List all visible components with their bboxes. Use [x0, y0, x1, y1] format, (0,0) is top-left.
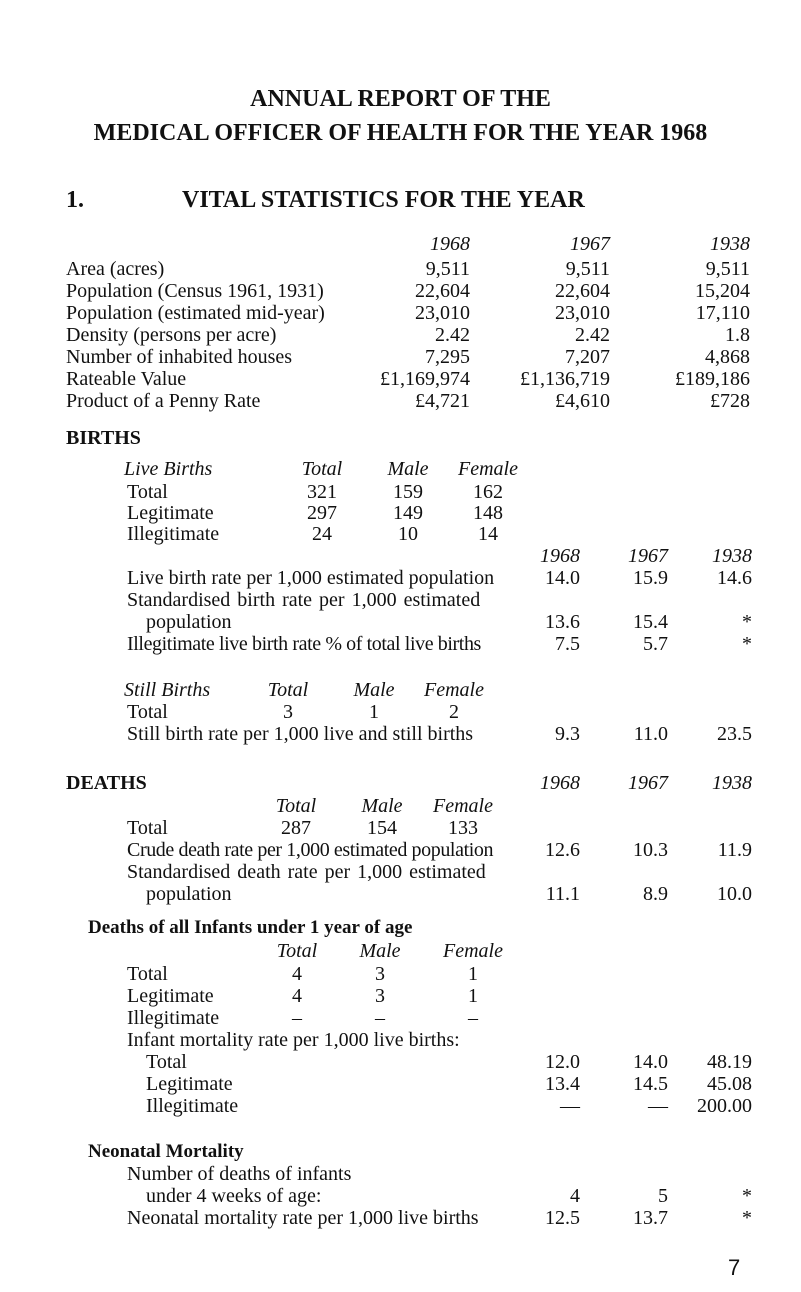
- cell-total: 4: [292, 985, 302, 1007]
- row-label: Illegitimate: [127, 523, 220, 545]
- infant-mortality-label: Infant mortality rate per 1,000 live births:: [127, 1029, 460, 1051]
- row-label: Total: [127, 481, 168, 503]
- cell-1968: 11.1: [545, 883, 580, 905]
- cell-total: 321: [307, 481, 337, 503]
- year-header-1967: 1967: [628, 772, 668, 794]
- cell-1938: £728: [710, 390, 750, 412]
- cell-1967: 14.5: [633, 1073, 668, 1095]
- year-header-1968: 1968: [540, 545, 580, 567]
- col-male: Male: [361, 795, 403, 817]
- col-male: Male: [387, 458, 429, 480]
- cell-male: –: [375, 1007, 385, 1029]
- cell-1967: 5.7: [643, 633, 668, 655]
- cell-1967: 8.9: [643, 883, 668, 905]
- cell-1967: 10.3: [633, 839, 668, 861]
- cell-1967: 13.7: [633, 1207, 668, 1229]
- cell-total: 287: [281, 817, 311, 839]
- cell-total: 3: [283, 701, 293, 723]
- cell-1967: 14.0: [633, 1051, 668, 1073]
- std-death-rate-label: Standardised death rate per 1,000 estimated: [127, 861, 486, 883]
- cell-1968: 12.6: [545, 839, 580, 861]
- cell-male: 1: [369, 701, 379, 723]
- cell-female: 14: [478, 523, 498, 545]
- cell-male: 3: [375, 985, 385, 1007]
- live-births-header: Live Births: [124, 458, 213, 480]
- deaths-heading: DEATHS: [66, 772, 147, 794]
- section-title: VITAL STATISTICS FOR THE YEAR: [182, 187, 585, 213]
- row-label: Density (persons per acre): [66, 324, 277, 346]
- col-total: Total: [275, 795, 317, 817]
- cell-male: 159: [393, 481, 423, 503]
- cell-1968: 9,511: [425, 258, 470, 280]
- col-female: Female: [443, 940, 503, 962]
- cell-1938: *: [742, 1207, 752, 1229]
- row-label: Legitimate: [146, 1073, 233, 1095]
- row-label: Rateable Value: [66, 368, 187, 390]
- cell-1938: £189,186: [675, 368, 750, 390]
- cell-1938: 10.0: [717, 883, 752, 905]
- year-header-1938: 1938: [712, 772, 752, 794]
- cell-female: 1: [468, 985, 478, 1007]
- row-label: Legitimate: [127, 985, 214, 1007]
- cell-male: 154: [367, 817, 397, 839]
- page-number: 7: [728, 1255, 741, 1280]
- cell-1967: 23,010: [555, 302, 610, 324]
- cell-1968: 2.42: [435, 324, 470, 346]
- row-label: Crude death rate per 1,000 estimated population: [127, 839, 494, 861]
- still-births-header: Still Births: [124, 679, 211, 701]
- cell-1968: 12.5: [545, 1207, 580, 1229]
- cell-1938: 4,868: [705, 346, 750, 368]
- cell-1968: 7.5: [555, 633, 580, 655]
- cell-1968: 13.6: [545, 611, 580, 633]
- cell-1938: *: [742, 1185, 752, 1207]
- section-number: 1.: [66, 187, 84, 213]
- births-heading: BIRTHS: [66, 427, 141, 449]
- cell-1968: 12.0: [545, 1051, 580, 1073]
- year-header-1967: 1967: [628, 545, 668, 567]
- col-male: Male: [353, 679, 395, 701]
- row-label: Illegitimate live birth rate % of total live births: [127, 633, 481, 655]
- cell-male: 149: [393, 502, 423, 524]
- col-male: Male: [359, 940, 401, 962]
- cell-1967: 5: [658, 1185, 668, 1207]
- col-total: Total: [267, 679, 309, 701]
- cell-1967: 15.4: [633, 611, 668, 633]
- cell-female: 148: [473, 502, 503, 524]
- col-total: Total: [276, 940, 318, 962]
- cell-1938: 11.9: [717, 839, 752, 861]
- row-label: under 4 weeks of age:: [146, 1185, 322, 1207]
- cell-1967: £1,136,719: [520, 368, 610, 390]
- col-total: Total: [301, 458, 343, 480]
- cell-1968: 9.3: [555, 723, 580, 745]
- year-header-1968: 1968: [430, 233, 470, 255]
- row-label: population: [146, 883, 232, 905]
- cell-1967: 7,207: [565, 346, 610, 368]
- cell-1938: 45.08: [707, 1073, 752, 1095]
- neonatal-deaths-label: Number of deaths of infants: [127, 1163, 352, 1185]
- cell-1967: £4,610: [555, 390, 610, 412]
- cell-1968: 22,604: [415, 280, 470, 302]
- cell-1938: *: [742, 633, 752, 655]
- row-label: Total: [127, 817, 168, 839]
- cell-1938: 23.5: [717, 723, 752, 745]
- row-label: Product of a Penny Rate: [66, 390, 261, 412]
- cell-1938: 15,204: [695, 280, 750, 302]
- cell-1938: 17,110: [695, 302, 750, 324]
- row-label: Area (acres): [66, 258, 165, 280]
- cell-female: 133: [448, 817, 478, 839]
- neonatal-heading: Neonatal Mortality: [88, 1141, 244, 1162]
- cell-total: 4: [292, 963, 302, 985]
- cell-1938: 48.19: [707, 1051, 752, 1073]
- cell-1967: —: [648, 1095, 668, 1117]
- col-female: Female: [458, 458, 518, 480]
- cell-1968: —: [560, 1095, 580, 1117]
- report-title-line2: MEDICAL OFFICER OF HEALTH FOR THE YEAR 1968: [93, 120, 708, 146]
- cell-1967: 11.0: [633, 723, 668, 745]
- infant-deaths-heading: Deaths of all Infants under 1 year of age: [88, 917, 413, 938]
- cell-male: 3: [375, 963, 385, 985]
- cell-1968: £4,721: [415, 390, 470, 412]
- cell-1938: 9,511: [705, 258, 750, 280]
- cell-male: 10: [398, 523, 418, 545]
- row-label: Still birth rate per 1,000 live and still births: [127, 723, 474, 745]
- cell-female: 2: [449, 701, 459, 723]
- cell-1968: 4: [570, 1185, 580, 1207]
- row-label: Legitimate: [127, 502, 214, 524]
- col-female: Female: [424, 679, 484, 701]
- cell-1967: 22,604: [555, 280, 610, 302]
- row-label: Number of inhabited houses: [66, 346, 293, 368]
- cell-female: 162: [473, 481, 503, 503]
- cell-1968: 13.4: [545, 1073, 580, 1095]
- cell-female: –: [468, 1007, 478, 1029]
- col-female: Female: [433, 795, 493, 817]
- row-label: Illegitimate: [146, 1095, 239, 1117]
- cell-1968: 14.0: [545, 567, 580, 589]
- row-label: Live birth rate per 1,000 estimated population: [127, 567, 495, 589]
- row-label: Population (Census 1961, 1931): [66, 280, 324, 302]
- year-header-1967: 1967: [570, 233, 610, 255]
- cell-1967: 9,511: [565, 258, 610, 280]
- cell-1968: 23,010: [415, 302, 470, 324]
- row-label: population: [146, 611, 232, 633]
- year-header-1968: 1968: [540, 772, 580, 794]
- cell-total: 297: [307, 502, 337, 524]
- cell-1938: 1.8: [725, 324, 750, 346]
- cell-female: 1: [468, 963, 478, 985]
- year-header-1938: 1938: [710, 233, 750, 255]
- std-birth-rate-label: Standardised birth rate per 1,000 estimated: [127, 589, 481, 611]
- row-label: Illegitimate: [127, 1007, 220, 1029]
- row-label: Neonatal mortality rate per 1,000 live births: [127, 1207, 479, 1229]
- cell-1967: 15.9: [633, 567, 668, 589]
- report-title-line1: ANNUAL REPORT OF THE: [250, 86, 551, 112]
- row-label: Total: [127, 963, 168, 985]
- cell-1968: £1,169,974: [380, 368, 470, 390]
- cell-total: –: [292, 1007, 302, 1029]
- cell-1967: 2.42: [575, 324, 610, 346]
- year-header-1938: 1938: [712, 545, 752, 567]
- cell-1938: 14.6: [717, 567, 752, 589]
- cell-total: 24: [312, 523, 332, 545]
- cell-1968: 7,295: [425, 346, 470, 368]
- cell-1938: 200.00: [697, 1095, 752, 1117]
- row-label: Population (estimated mid-year): [66, 302, 325, 324]
- row-label: Total: [146, 1051, 187, 1073]
- row-label: Total: [127, 701, 168, 723]
- cell-1938: *: [742, 611, 752, 633]
